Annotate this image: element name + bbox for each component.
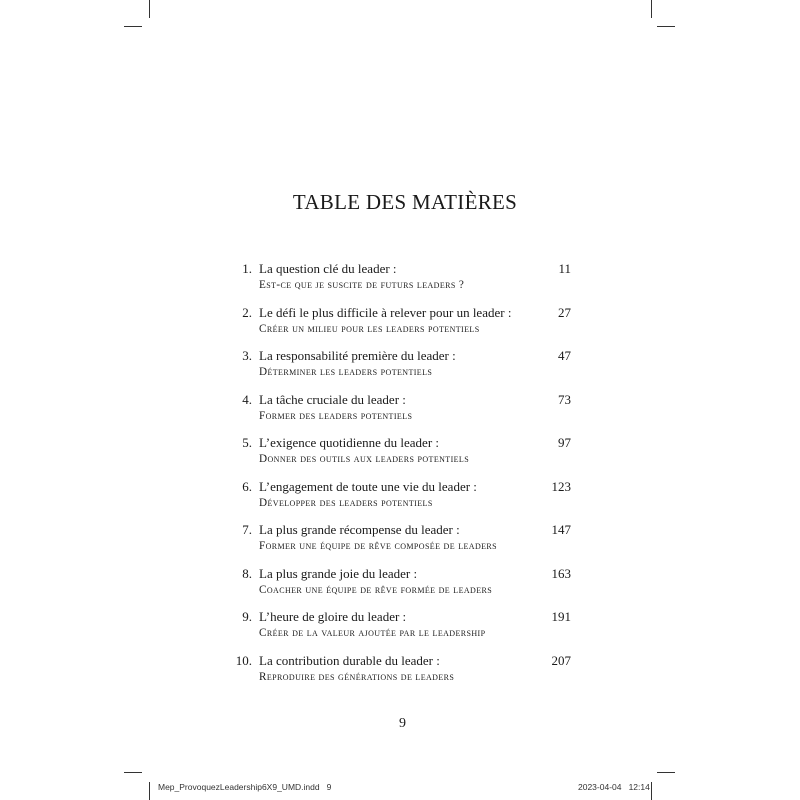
- toc-entry-page-number: 191: [551, 609, 571, 624]
- toc-entry: [228, 521, 573, 565]
- toc-entry-chapter-title: La plus grande récompense du leader :: [259, 522, 460, 537]
- toc-entry-page-number: 27: [558, 304, 571, 320]
- toc-entry-page-number: 123: [551, 478, 571, 494]
- toc-entry: [228, 434, 573, 478]
- toc-entry: [228, 260, 573, 304]
- crop-mark: [149, 0, 150, 18]
- toc-entry-number: 6.: [242, 478, 252, 494]
- toc-entry-chapter-title: L’heure de gloire du leader :: [259, 609, 407, 624]
- crop-mark: [651, 0, 652, 18]
- toc-entry-subtitle: Développer des leaders potentiels: [259, 496, 433, 509]
- toc-entry-page-number: 147: [551, 522, 571, 537]
- toc-entry-number: 5.: [242, 435, 252, 450]
- toc-entry-number: 10.: [235, 652, 252, 668]
- crop-mark: [651, 782, 652, 800]
- toc-entry-subtitle: Reproduire des générations de leaders: [259, 670, 455, 683]
- toc-entry-subtitle: Former des leaders potentiels: [259, 409, 413, 422]
- toc-entry-page-number: 47: [558, 348, 571, 363]
- crop-mark: [657, 26, 675, 27]
- page-title: TABLE DES MATIÈRES: [292, 190, 518, 214]
- toc-entry-number: 4.: [242, 391, 252, 407]
- toc-entry-number: 8.: [242, 565, 252, 581]
- toc-entry-chapter-title: La question clé du leader :: [259, 261, 397, 276]
- toc-entry-page-number: 97: [558, 435, 571, 450]
- toc-entry-chapter-title: La contribution durable du leader :: [259, 652, 440, 668]
- toc-entry-page-number: 207: [551, 652, 571, 668]
- toc-entry-chapter-title: L’exigence quotidienne du leader :: [259, 435, 440, 450]
- toc-entry-subtitle: Former une équipe de rêve composée de leaders: [259, 540, 498, 552]
- toc-entry: [228, 478, 573, 522]
- page-number: 9: [399, 716, 406, 731]
- toc-entry-number: 2.: [242, 304, 252, 320]
- toc-entry-page-number: 73: [558, 391, 571, 407]
- toc-entry-number: 7.: [242, 522, 252, 537]
- toc-entry-subtitle: Donner des outils aux leaders potentiels: [259, 453, 470, 465]
- toc-entry: [228, 608, 573, 652]
- toc-entry: [228, 391, 573, 435]
- toc-entry-number: 3.: [242, 348, 252, 363]
- toc-entry-number: 1.: [242, 261, 252, 276]
- table-of-contents: [228, 260, 573, 695]
- slug-timestamp: 2023-04-04 12:14: [578, 782, 650, 792]
- toc-entry-chapter-title: Le défi le plus difficile à relever pour un leader :: [259, 304, 512, 320]
- crop-mark: [657, 772, 675, 773]
- toc-entry-page-number: 163: [551, 565, 571, 581]
- toc-entry-chapter-title: La responsabilité première du leader :: [259, 348, 456, 363]
- toc-entry: [228, 652, 573, 696]
- slug-filename: Mep_ProvoquezLeadership6X9_UMD.indd 9: [158, 782, 332, 792]
- toc-entry: [228, 565, 573, 609]
- toc-entry-subtitle: Déterminer les leaders potentiels: [259, 366, 433, 378]
- crop-mark: [124, 772, 142, 773]
- toc-entry-chapter-title: L’engagement de toute une vie du leader :: [259, 478, 477, 494]
- toc-entry-subtitle: Coacher une équipe de rêve formée de leaders: [259, 583, 493, 596]
- crop-mark: [149, 782, 150, 800]
- toc-entry-chapter-title: La plus grande joie du leader :: [259, 565, 418, 581]
- toc-entry: [228, 304, 573, 348]
- toc-entry-page-number: 11: [558, 261, 571, 276]
- toc-entry-subtitle: Créer de la valeur ajoutée par le leadership: [259, 627, 486, 639]
- toc-entry: [228, 347, 573, 391]
- toc-entry-number: 9.: [242, 609, 252, 624]
- toc-entry-subtitle: Créer un milieu pour les leaders potentiels: [259, 322, 480, 335]
- crop-mark: [124, 26, 142, 27]
- toc-entry-chapter-title: La tâche cruciale du leader :: [259, 391, 406, 407]
- toc-entry-subtitle: Est-ce que je suscite de futurs leaders ?: [259, 279, 465, 291]
